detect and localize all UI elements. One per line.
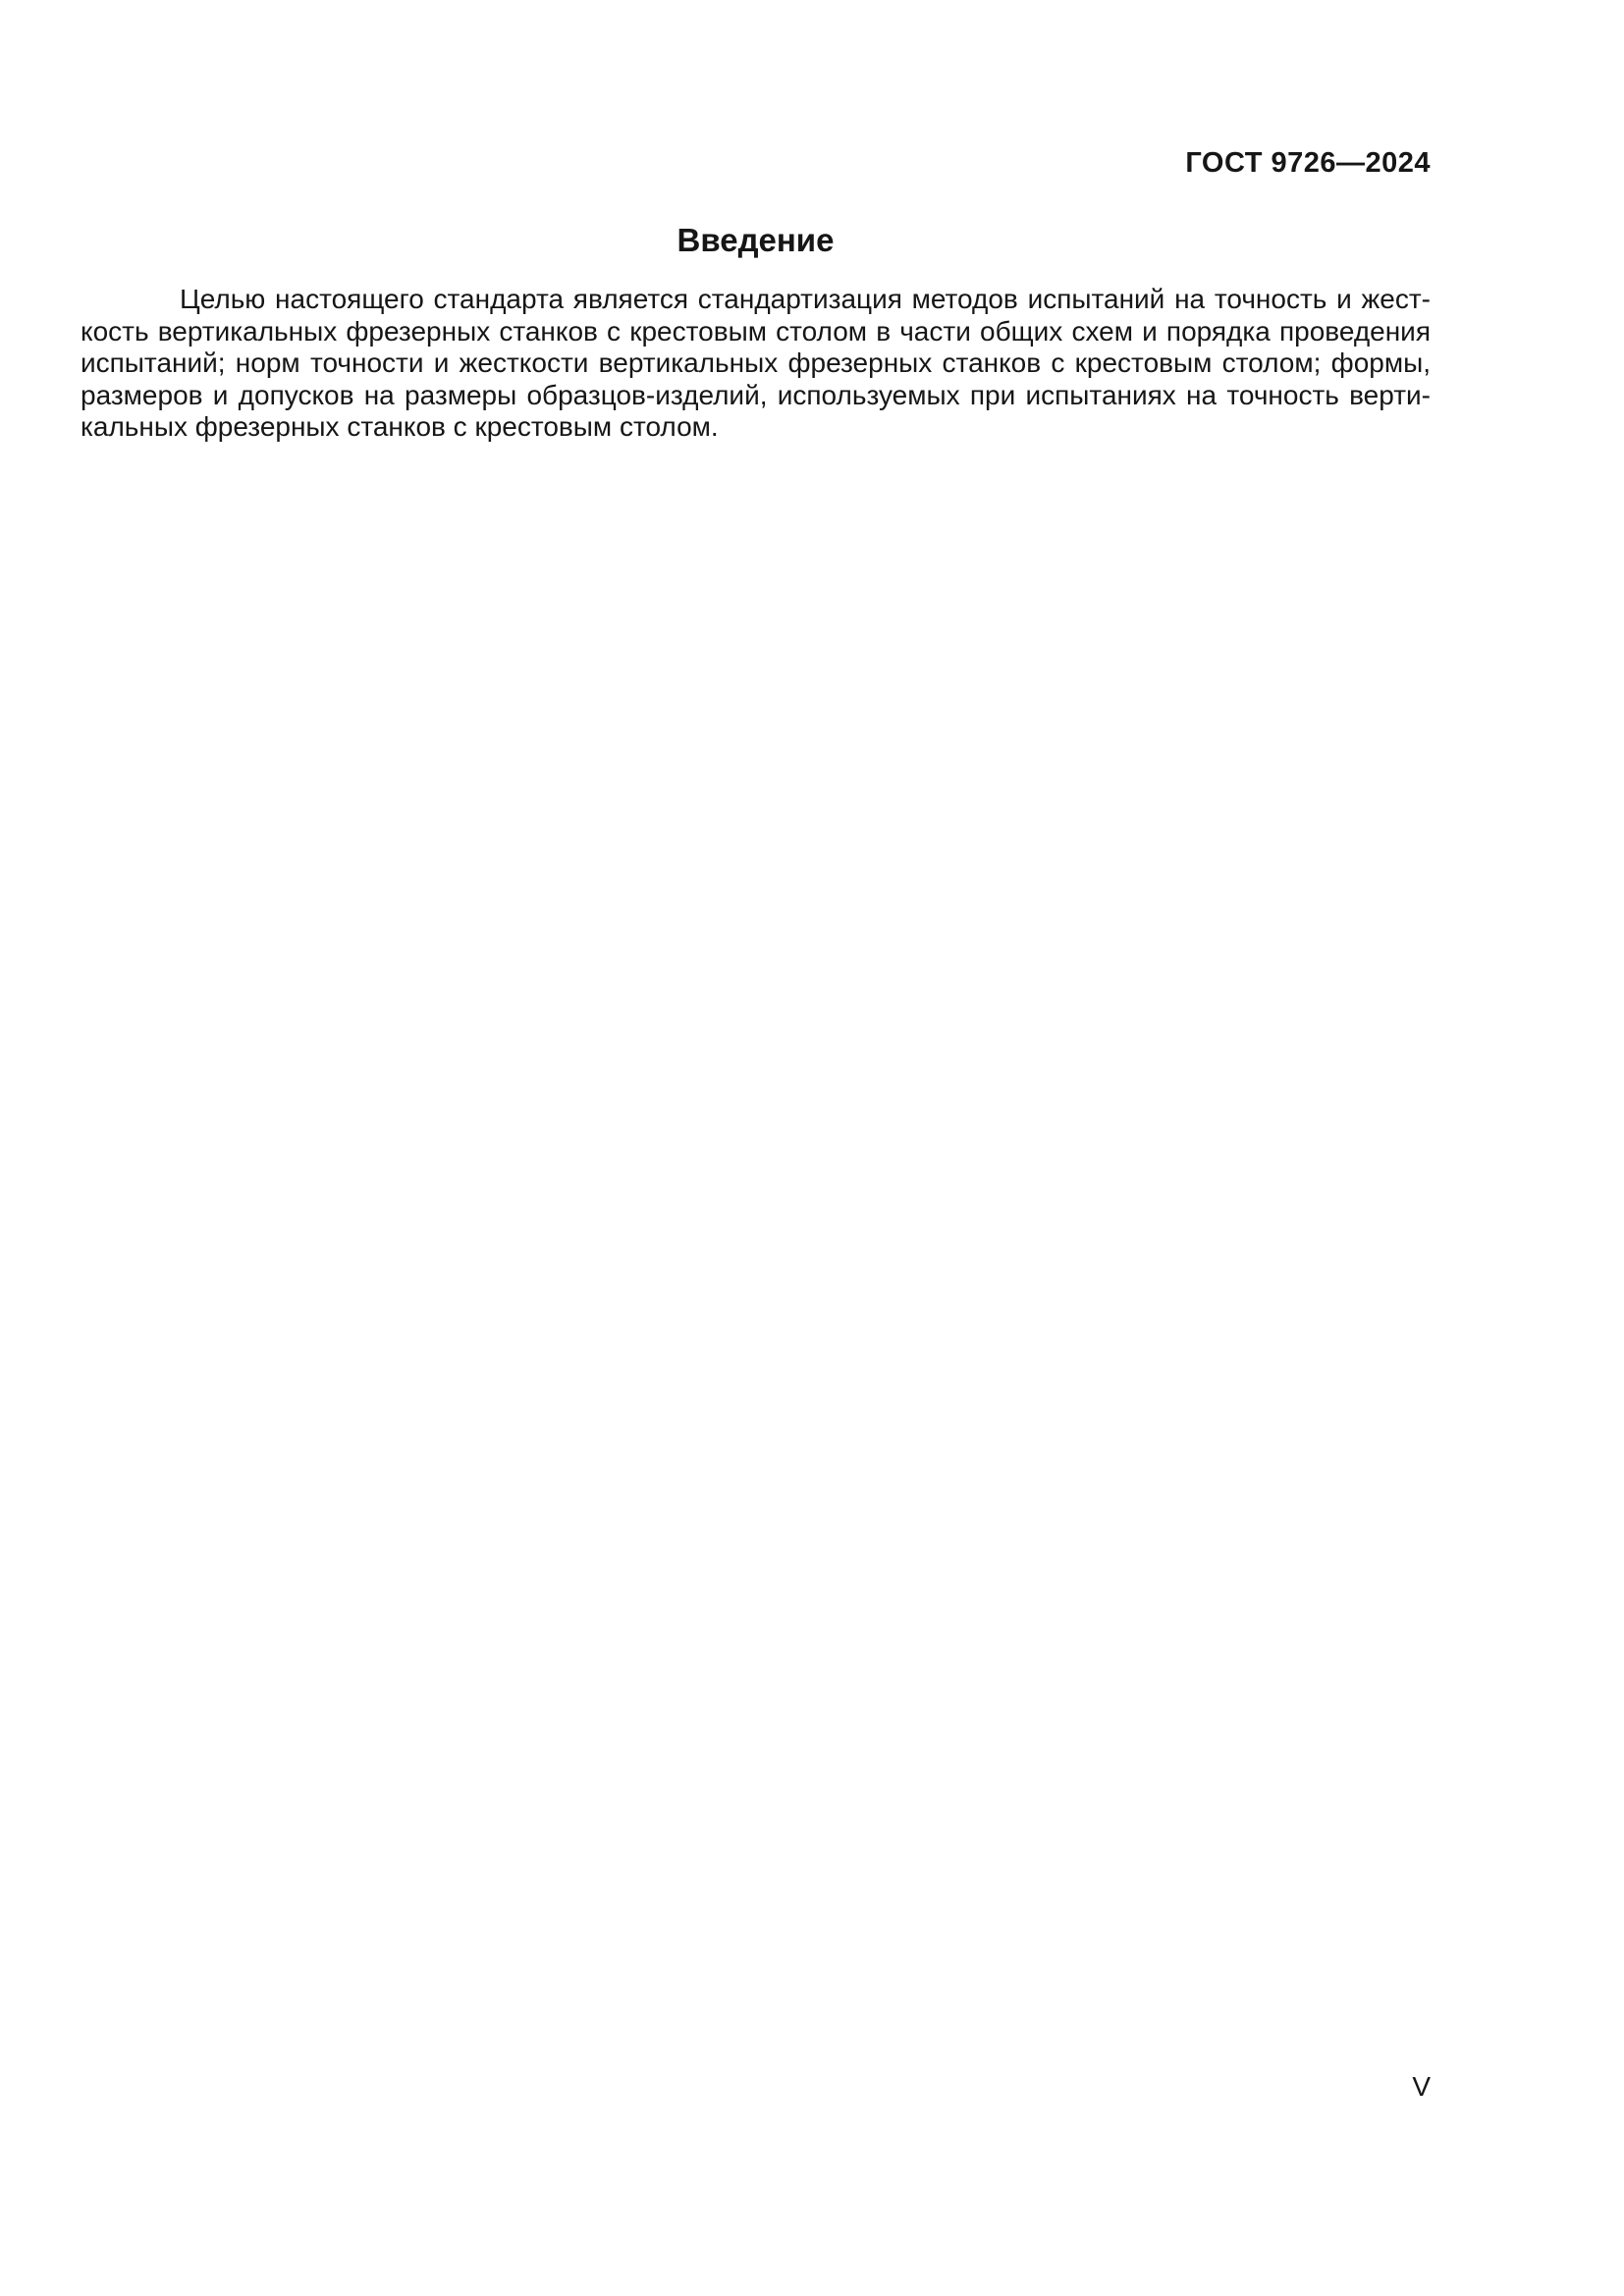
- section-title: Введение: [677, 222, 835, 258]
- page-number: V: [1412, 2071, 1431, 2102]
- paragraph-line-5: кальных фрезерных станков с крестовым столом.: [81, 411, 719, 443]
- intro-paragraph: [81, 284, 1431, 444]
- paragraph-line-3: испытаний; норм точности и жесткости вертикальных фрезерных станков с крестовым столом; формы,: [81, 347, 1431, 379]
- paragraph-line-2: кость вертикальных фрезерных станков с крестовым столом в части общих схем и порядка проведения: [81, 315, 1431, 347]
- paragraph-line-4: размеров и допусков на размеры образцов-изделий, используемых при испытаниях на точность верти-: [81, 379, 1431, 410]
- document-code: ГОСТ 9726—2024: [1185, 147, 1431, 179]
- paragraph-line-1: Целью настоящего стандарта является стандартизация методов испытаний на точность и жест-: [180, 284, 1431, 314]
